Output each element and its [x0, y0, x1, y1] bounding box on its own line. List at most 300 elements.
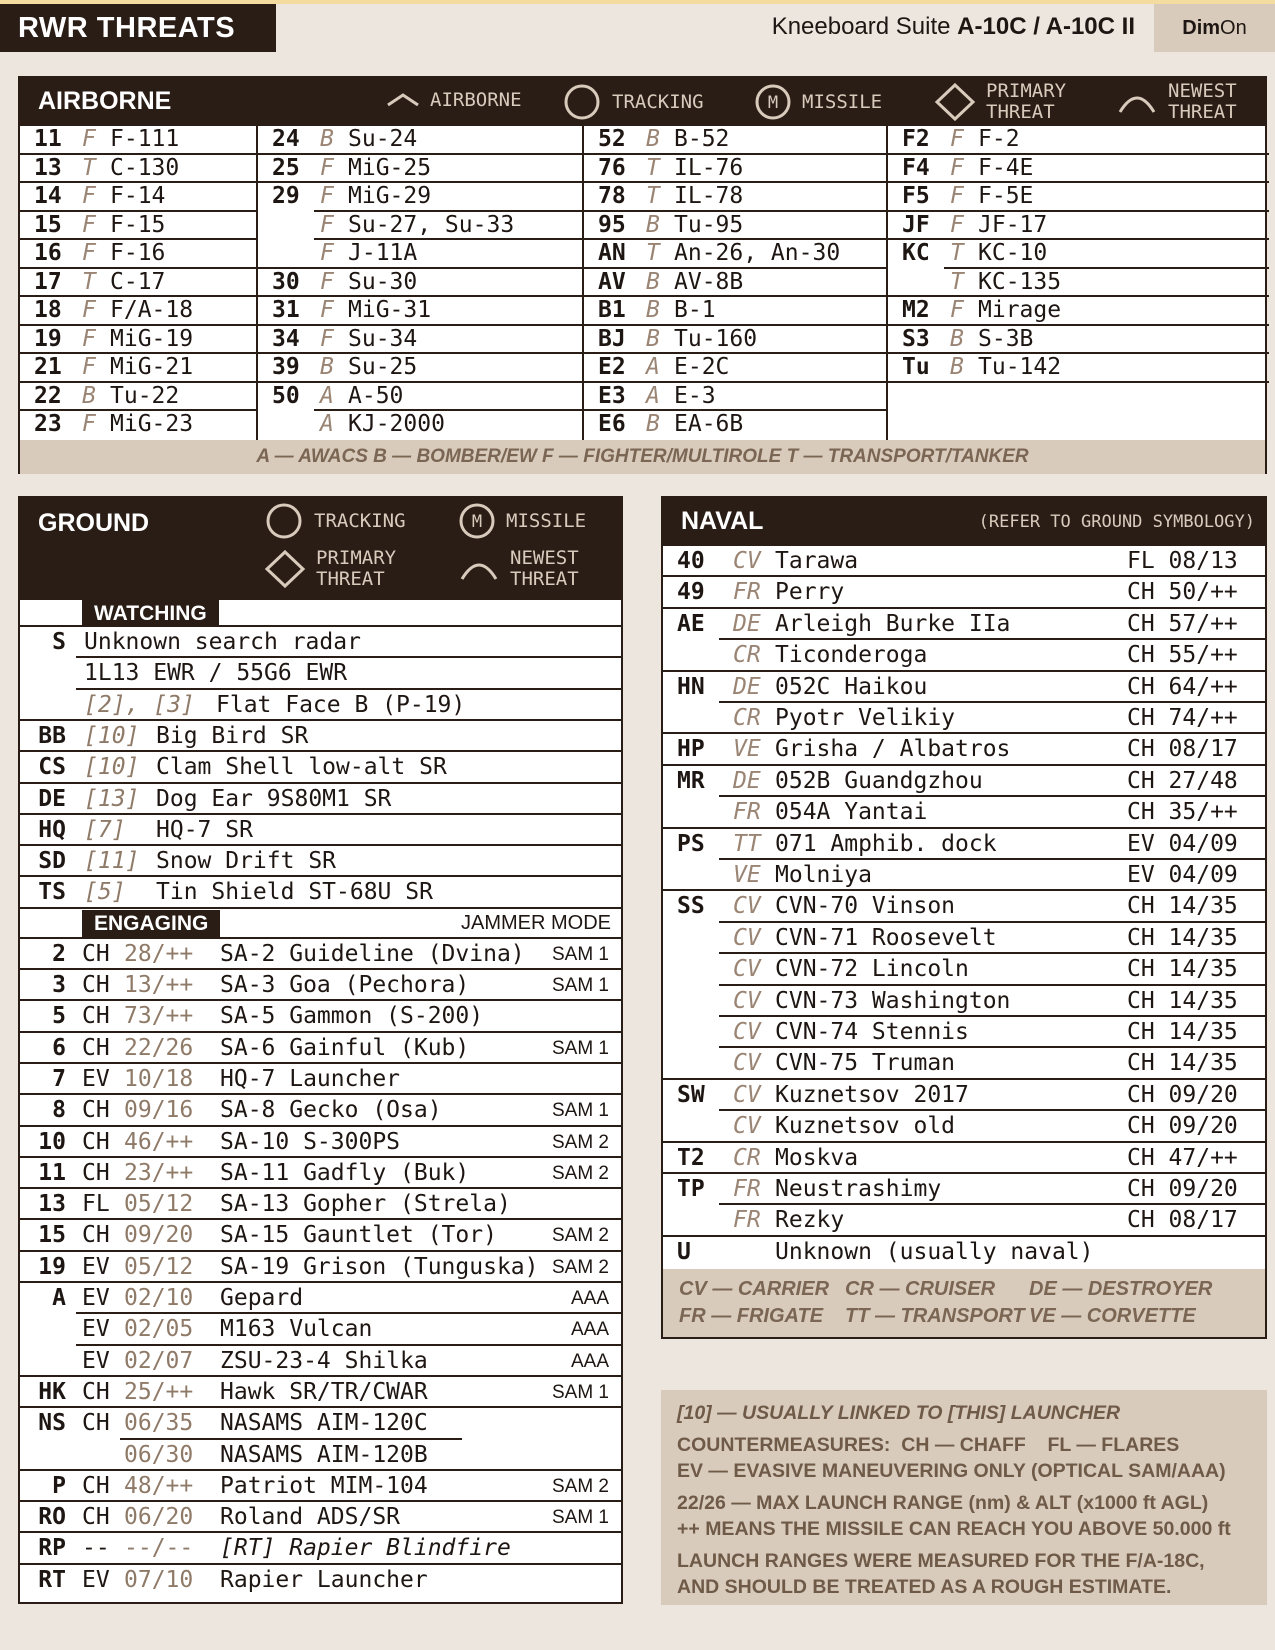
- legend-missile: [754, 84, 882, 120]
- aircraft-name: B-1: [674, 297, 716, 323]
- ship-type: CV: [733, 1081, 761, 1108]
- table-row: [663, 1080, 1265, 1112]
- ground-legend-primary: [264, 548, 396, 590]
- threat-code: 11: [38, 1159, 66, 1186]
- countermeasure-range: CH 08/17: [1127, 736, 1238, 763]
- aircraft-type: B: [320, 126, 334, 152]
- table-row: [663, 1174, 1265, 1206]
- aircraft-name: Tu-95: [674, 211, 744, 238]
- threat-code: S3: [902, 325, 930, 352]
- ground-header: [20, 498, 621, 600]
- ground-panel: [18, 496, 623, 1604]
- table-row: [888, 154, 1269, 182]
- ship-name: Pyotr Velikiy: [775, 705, 956, 731]
- system-name: Roland ADS/SR: [220, 1504, 401, 1531]
- table-row: [584, 125, 888, 153]
- aircraft-type: T: [646, 183, 660, 209]
- table-row: [20, 239, 258, 267]
- aircraft-name: MiG-21: [110, 354, 194, 380]
- naval-key-tt: TT — TRANSPORT: [845, 1305, 1025, 1327]
- aircraft-name: F-4E: [978, 154, 1034, 181]
- aircraft-name: IL-78: [674, 183, 744, 209]
- threat-code: 21: [34, 354, 62, 380]
- note-range-format: 22/26 — MAX LAUNCH RANGE (nm) & ALT (x1000 ft AGL): [677, 1492, 1209, 1514]
- aircraft-name: JF-17: [978, 211, 1048, 238]
- table-row: [20, 1440, 621, 1471]
- aircraft-name: F/A-18: [110, 297, 194, 323]
- aircraft-type: B: [646, 297, 660, 323]
- aircraft-type: B: [82, 382, 96, 409]
- notes-box: [661, 1390, 1267, 1605]
- countermeasure-range: CH 14/35: [1127, 1050, 1238, 1077]
- threat-code: MR: [677, 767, 705, 794]
- legend-tracking: [562, 84, 704, 120]
- system-name: SA-10 S-300PS: [220, 1128, 401, 1155]
- table-row: [20, 877, 621, 908]
- launch-range: --/--: [124, 1535, 194, 1562]
- threat-code: 15: [38, 1222, 66, 1249]
- launch-range: 06/30: [124, 1441, 194, 1468]
- row-divider: [20, 907, 621, 909]
- table-row: [888, 325, 1269, 353]
- note-ref-rest: — USUALLY LINKED TO: [711, 1402, 948, 1424]
- naval-title: NAVAL: [681, 507, 764, 535]
- system-name: M163 Vulcan: [220, 1316, 373, 1343]
- jammer-mode: AAA: [570, 1288, 609, 1309]
- countermeasure-range: EV 04/09: [1127, 862, 1238, 888]
- ship-name: CVN-75 Truman: [775, 1050, 956, 1077]
- threat-code: RT: [38, 1566, 66, 1593]
- threat-code: 39: [272, 354, 300, 380]
- table-row: [888, 125, 1269, 153]
- threat-code: HN: [677, 673, 705, 700]
- ship-type: CV: [733, 893, 761, 920]
- table-row: [663, 1111, 1265, 1143]
- threat-code: F5: [902, 183, 930, 209]
- threat-code: SD: [38, 848, 66, 875]
- naval-key-cr: CR — CRUISER: [845, 1278, 996, 1300]
- table-row: [20, 1283, 621, 1314]
- table-row: [663, 734, 1265, 766]
- launch-range: 05/12: [124, 1253, 194, 1280]
- table-row: [584, 268, 888, 296]
- aircraft-name: S-3B: [978, 325, 1034, 352]
- jammer-mode: SAM 2: [551, 1475, 609, 1497]
- threat-code: 17: [34, 268, 62, 295]
- aircraft-name: Mirage: [978, 297, 1062, 323]
- table-row: [888, 211, 1269, 239]
- ship-type: CV: [733, 1050, 761, 1077]
- system-name: SA-5 Gammon (S-200): [220, 1003, 484, 1030]
- ship-name: CVN-71 Roosevelt: [775, 924, 997, 951]
- aircraft-name: Su-25: [348, 354, 418, 380]
- threat-code: 13: [38, 1191, 66, 1218]
- table-row: [584, 211, 888, 239]
- table-row: [20, 1033, 621, 1064]
- table-row: [258, 239, 584, 267]
- radar-name: Clam Shell low-alt SR: [156, 754, 447, 781]
- launch-range: 73/++: [124, 1003, 194, 1030]
- countermeasure: EV: [82, 1285, 110, 1311]
- aircraft-name: MiG-25: [348, 154, 432, 181]
- ship-name: Tarawa: [775, 548, 859, 574]
- ship-type: DE: [733, 610, 761, 637]
- aircraft-name: F-16: [110, 240, 166, 266]
- aircraft-name: F-111: [110, 126, 180, 152]
- aircraft-type: F: [320, 325, 334, 352]
- countermeasure-range: CH 09/20: [1127, 1081, 1238, 1108]
- table-row: [888, 353, 1269, 381]
- suite-label: [772, 12, 1135, 42]
- aircraft-type: F: [320, 297, 334, 323]
- threat-code: KC: [902, 240, 930, 266]
- airborne-symbol-icon: [386, 91, 420, 111]
- ship-name: Grisha / Albatros: [775, 736, 1011, 763]
- threat-code: HK: [38, 1378, 66, 1405]
- ship-type: CV: [733, 548, 761, 574]
- ship-name: Neustrashimy: [775, 1176, 942, 1202]
- note-launch-ranges: LAUNCH RANGES WERE MEASURED FOR THE F/A-18C,: [677, 1550, 1205, 1572]
- airborne-column: [20, 126, 258, 440]
- ground-legend-missile-label: MISSILE: [506, 509, 587, 532]
- aircraft-name: Su-27, Su-33: [348, 211, 515, 238]
- airborne-table: [20, 126, 1265, 440]
- threat-code: 2: [52, 940, 66, 967]
- jammer-mode: AAA: [570, 1319, 609, 1341]
- threat-code: 95: [598, 211, 626, 238]
- table-row: [20, 1377, 621, 1408]
- table-row: [258, 353, 584, 381]
- ship-type: FR: [733, 579, 761, 606]
- countermeasure-range: CH 35/++: [1127, 799, 1238, 826]
- threat-code: 10: [38, 1128, 66, 1155]
- watching-header: WATCHING: [82, 600, 219, 627]
- aircraft-name: KC-135: [978, 268, 1062, 295]
- ship-name: Ticonderoga: [775, 642, 928, 669]
- threat-code: 18: [34, 297, 62, 323]
- table-row: [20, 815, 621, 846]
- table-row: [258, 382, 584, 410]
- threat-code: Tu: [902, 354, 930, 380]
- ground-title: GROUND: [38, 509, 150, 537]
- system-name: NASAMS AIM-120B: [220, 1441, 428, 1468]
- threat-code: 29: [272, 183, 300, 209]
- radar-name: Flat Face B (P-19): [216, 691, 466, 718]
- ship-type: CR: [733, 705, 761, 731]
- launch-range: 23/++: [124, 1159, 194, 1186]
- jammer-mode: SAM 1: [551, 1507, 609, 1529]
- aircraft-type: F: [82, 211, 96, 238]
- table-row: [20, 1064, 621, 1095]
- naval-header: [663, 498, 1265, 546]
- countermeasure-range: CH 14/35: [1127, 893, 1238, 920]
- aircraft-type: F: [320, 154, 334, 181]
- countermeasure-range: CH 14/35: [1127, 924, 1238, 951]
- legend-newest-label: NEWEST THREAT: [1168, 80, 1237, 123]
- table-row: [663, 546, 1265, 578]
- countermeasure-range: CH 14/35: [1127, 956, 1238, 983]
- countermeasure: EV: [82, 1566, 110, 1593]
- legend-airborne: [386, 90, 522, 111]
- launch-range: 10/18: [124, 1065, 194, 1092]
- countermeasure-range: CH 74/++: [1127, 705, 1238, 731]
- threat-code: 49: [677, 579, 705, 606]
- system-name: SA-19 Grison (Tunguska): [220, 1253, 539, 1280]
- table-row: [258, 182, 584, 210]
- ship-name: CVN-74 Stennis: [775, 1019, 969, 1045]
- table-row: [20, 1346, 621, 1377]
- system-name: ZSU-23-4 Shilka: [220, 1347, 428, 1374]
- ship-type: VE: [733, 862, 761, 888]
- launch-range: 48/++: [124, 1472, 194, 1499]
- table-row: [20, 970, 621, 1001]
- ship-type: CV: [733, 987, 761, 1014]
- legend-airborne-label: AIRBORNE: [430, 89, 522, 111]
- ship-name: CVN-73 Washington: [775, 987, 1011, 1014]
- threat-code: AE: [677, 610, 705, 637]
- table-row: [20, 182, 258, 210]
- launch-range: 28/++: [124, 940, 194, 967]
- aircraft-name: Tu-22: [110, 382, 180, 409]
- note-linked-launcher: [677, 1400, 1120, 1426]
- countermeasure: CH: [82, 972, 110, 998]
- table-row: [20, 1533, 621, 1564]
- ship-type: CV: [733, 924, 761, 951]
- aircraft-name: MiG-29: [348, 183, 432, 209]
- ship-name: 052B Guandgzhou: [775, 767, 983, 794]
- legend-primary-threat: [934, 81, 1066, 123]
- table-row: [20, 784, 621, 815]
- threat-code: JF: [902, 211, 930, 238]
- aircraft-name: An-26, An-30: [674, 240, 841, 266]
- aircraft-type: F: [320, 211, 334, 238]
- table-row: [663, 672, 1265, 704]
- table-row: [584, 296, 888, 324]
- table-row: [20, 939, 621, 970]
- table-row: [584, 353, 888, 381]
- countermeasure: CH: [82, 1378, 110, 1405]
- aircraft-type: F: [320, 240, 334, 266]
- countermeasure: CH: [82, 1097, 110, 1124]
- table-row: [584, 239, 888, 267]
- threat-code: 5: [52, 1003, 66, 1030]
- radar-name: 1L13 EWR / 55G6 EWR: [84, 660, 348, 687]
- table-row: [20, 1408, 621, 1439]
- system-name: Rapier Launcher: [220, 1566, 428, 1593]
- launch-range: 09/16: [124, 1097, 194, 1124]
- linked-launcher-ref: [11]: [84, 848, 140, 875]
- table-row: [20, 325, 258, 353]
- table-row: [20, 1220, 621, 1251]
- radar-name: Unknown search radar: [84, 629, 361, 655]
- radar-name: HQ-7 SR: [156, 816, 253, 843]
- threat-code: P: [52, 1472, 66, 1499]
- countermeasure: CH: [82, 1034, 110, 1061]
- ship-type: CV: [733, 1019, 761, 1045]
- jammer-mode: SAM 2: [551, 1162, 609, 1184]
- suite-aircraft: A-10C / A-10C II: [957, 13, 1135, 40]
- countermeasure: EV: [82, 1065, 110, 1092]
- aircraft-type: F: [82, 411, 96, 437]
- countermeasure: EV: [82, 1347, 110, 1374]
- table-row: [20, 1252, 621, 1283]
- table-row: [663, 1205, 1265, 1237]
- threat-code: 6: [52, 1034, 66, 1061]
- aircraft-type: F: [320, 268, 334, 295]
- ground-legend-tracking: [264, 503, 406, 539]
- launch-range: 05/12: [124, 1191, 194, 1218]
- aircraft-name: E-3: [674, 382, 716, 409]
- note-launcher: LAUNCHER: [1005, 1402, 1121, 1424]
- aircraft-type: A: [320, 411, 334, 437]
- threat-code: SW: [677, 1081, 705, 1108]
- table-row: [20, 268, 258, 296]
- countermeasure: CH: [82, 1504, 110, 1531]
- table-row: [663, 954, 1265, 986]
- launch-range: 22/26: [124, 1034, 194, 1061]
- ship-name: 052C Haikou: [775, 673, 928, 700]
- aircraft-name: F-15: [110, 211, 166, 238]
- threat-code: 23: [34, 411, 62, 437]
- countermeasure-range: CH 27/48: [1127, 767, 1238, 794]
- table-row: [20, 658, 621, 689]
- table-row: [20, 382, 258, 410]
- legend-newest-threat: [1116, 81, 1237, 123]
- countermeasure: EV: [82, 1316, 110, 1343]
- table-row: [663, 797, 1265, 829]
- threat-code: RO: [38, 1504, 66, 1531]
- linked-launcher-ref: [7]: [84, 816, 126, 843]
- threat-code: CS: [38, 754, 66, 781]
- table-row: [20, 410, 258, 438]
- table-row: [584, 154, 888, 182]
- aircraft-name: MiG-19: [110, 325, 194, 352]
- threat-code: S: [52, 629, 66, 655]
- threat-code: 78: [598, 183, 626, 209]
- countermeasure-range: CH 09/20: [1127, 1113, 1238, 1140]
- jammer-mode-header: JAMMER MODE: [461, 911, 611, 934]
- ship-type: FR: [733, 1176, 761, 1202]
- ground-legend-missile: [458, 503, 586, 539]
- primary-threat-diamond-icon: [934, 82, 976, 122]
- aircraft-name: A-50: [348, 382, 404, 409]
- jammer-mode: SAM 1: [551, 1381, 609, 1403]
- legend-tracking-label: TRACKING: [612, 90, 704, 113]
- missile-icon: [754, 84, 792, 120]
- countermeasure: CH: [82, 940, 110, 967]
- author-badge: [1154, 4, 1275, 52]
- threat-code: E3: [598, 382, 626, 409]
- ship-name: Unknown (usually naval): [775, 1238, 1094, 1265]
- system-name: SA-3 Goa (Pechora): [220, 972, 470, 998]
- aircraft-type: F: [950, 297, 964, 323]
- airborne-header: [20, 78, 1265, 126]
- threat-code: F4: [902, 154, 930, 181]
- page-title: RWR THREATS: [0, 4, 276, 52]
- threat-code: AV: [598, 268, 626, 295]
- ship-type: FR: [733, 1207, 761, 1234]
- ground-legend-primary-label: PRIMARY THREAT: [316, 547, 397, 590]
- launch-range: 09/20: [124, 1222, 194, 1249]
- threat-code: HQ: [38, 816, 66, 843]
- countermeasure-range: CH 55/++: [1127, 642, 1238, 669]
- aircraft-name: F-14: [110, 183, 166, 209]
- jammer-mode: SAM 1: [551, 1100, 609, 1122]
- threat-code: E2: [598, 354, 626, 380]
- aircraft-type: B: [646, 211, 660, 238]
- linked-launcher-ref: [10]: [84, 754, 140, 781]
- engaging-header: ENGAGING: [82, 910, 220, 937]
- airborne-column: [584, 126, 888, 440]
- linked-launcher-ref: [2], [3]: [84, 691, 195, 718]
- note-evasive: EV — EVASIVE MANEUVERING ONLY (OPTICAL SAM/AAA): [677, 1460, 1226, 1482]
- table-row: [258, 325, 584, 353]
- aircraft-type: F: [82, 297, 96, 323]
- table-row: [20, 690, 621, 721]
- table-row: [663, 1143, 1265, 1175]
- countermeasure-range: CH 14/35: [1127, 987, 1238, 1014]
- countermeasure-range: CH 47/++: [1127, 1144, 1238, 1171]
- ship-name: Arleigh Burke IIa: [775, 610, 1011, 637]
- threat-code: AN: [598, 240, 626, 266]
- aircraft-type: F: [950, 183, 964, 209]
- table-row: [20, 1158, 621, 1189]
- aircraft-type: F: [950, 211, 964, 238]
- threat-code: A: [52, 1285, 66, 1311]
- table-row: [20, 1127, 621, 1158]
- aircraft-name: J-11A: [348, 240, 418, 266]
- table-row: [663, 1017, 1265, 1049]
- linked-launcher-ref: [10]: [84, 722, 140, 749]
- system-name: SA-2 Guideline (Dvina): [220, 940, 525, 967]
- missile-icon: [458, 503, 496, 539]
- aircraft-type: F: [82, 126, 96, 152]
- ship-type: CR: [733, 1144, 761, 1171]
- jammer-mode: AAA: [570, 1350, 609, 1372]
- countermeasure: CH: [82, 1128, 110, 1155]
- threat-code: TP: [677, 1176, 705, 1202]
- countermeasure-range: EV 04/09: [1127, 830, 1238, 857]
- countermeasure: --: [82, 1535, 110, 1562]
- threat-code: 19: [38, 1253, 66, 1280]
- jammer-mode: SAM 1: [551, 943, 609, 965]
- jammer-mode: SAM 1: [551, 1037, 609, 1059]
- jammer-mode: SAM 1: [551, 975, 609, 996]
- legend-missile-label: MISSILE: [802, 90, 883, 113]
- launch-range: 25/++: [124, 1378, 194, 1405]
- legend-primary-label: PRIMARY THREAT: [986, 80, 1067, 123]
- ship-name: Molniya: [775, 862, 872, 888]
- ship-name: CVN-72 Lincoln: [775, 956, 969, 983]
- table-row: [663, 703, 1265, 735]
- aircraft-type: B: [646, 268, 660, 295]
- threat-code: 7: [52, 1065, 66, 1092]
- aircraft-name: C-130: [110, 154, 180, 181]
- system-name: NASAMS AIM-120C: [220, 1410, 428, 1437]
- table-row: [20, 721, 621, 752]
- ship-name: 054A Yantai: [775, 799, 928, 826]
- table-row: [258, 154, 584, 182]
- system-name: SA-11 Gadfly (Buk): [220, 1159, 470, 1186]
- table-row: [584, 382, 888, 410]
- aircraft-type: B: [950, 325, 964, 352]
- threat-code: BJ: [598, 325, 626, 352]
- launch-range: 13/++: [124, 972, 194, 998]
- ship-type: DE: [733, 673, 761, 700]
- threat-code: NS: [38, 1410, 66, 1437]
- aircraft-name: KC-10: [978, 240, 1048, 266]
- table-row: [258, 125, 584, 153]
